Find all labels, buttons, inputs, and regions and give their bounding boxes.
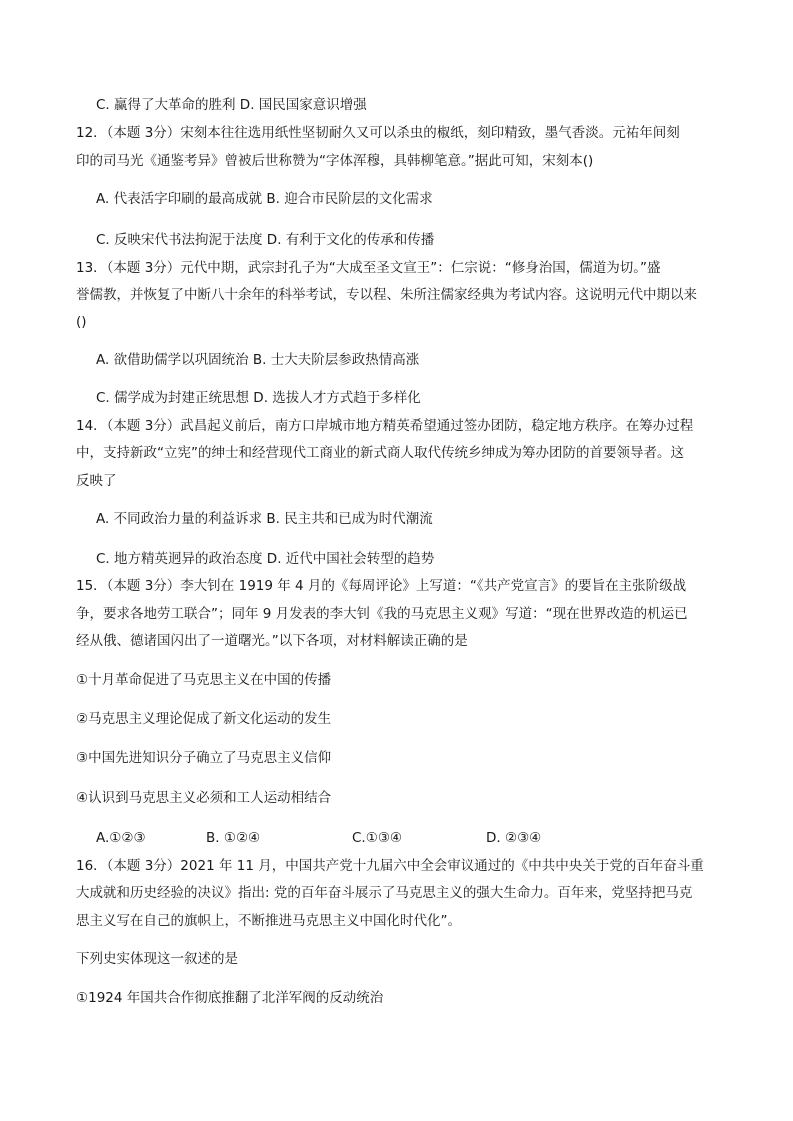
q16-item-1: ①1924 年国共合作彻底推翻了北洋军阀的反动统治 [76,990,384,1006]
q15-stem-line-1: 15．（本题 3分）李大钊在 1919 年 4 月的《每周评论》上写道：“《共产党宣言》的要旨在主张阶级战 [76,578,687,594]
q15-stem-line-3: 经从俄、德诸国闪出了一道曙光。”以下各项，对材料解读正确的是 [76,633,468,649]
q15-option-c: C.①③④ [352,830,403,846]
q12-stem-line-2: 印的司马光《通鉴考异》曾被后世称赞为“字体浑穆，具韩柳笔意。”据此可知，宋刻本() [76,153,594,169]
q16-stem-line-3: 思主义写在自己的旗帜上，不断推进马克思主义中国化时代化”。 [76,913,461,929]
q11-options-cd: C. 赢得了大革命的胜利 D. 国民国家意识增强 [96,97,367,113]
q12-options-ab: A. 代表活字印刷的最高成就 B. 迎合市民阶层的文化需求 [96,191,433,207]
q14-stem-line-2: 中，支持新政“立宪”的绅士和经营现代工商业的新式商人取代传统乡绅成为筹办团防的首要领导者。这 [76,445,684,461]
q14-options-ab: A. 不同政治力量的利益诉求 B. 民主共和已成为时代潮流 [96,511,433,527]
q13-stem-line-1: 13．（本题 3分）元代中期，武宗封孔子为“大成至圣文宣王”：仁宗说：“修身治国，儒道为切。”盛 [76,260,661,276]
q15-option-a: A.①②③ [96,830,146,846]
q15-option-d: D. ②③④ [486,830,542,846]
q15-item-1: ①十月革命促进了马克思主义在中国的传播 [76,672,332,688]
q15-item-4: ④认识到马克思主义必须和工人运动相结合 [76,790,332,806]
q14-stem-line-1: 14．（本题 3分）武昌起义前后，南方口岸城市地方精英希望通过签办团防，稳定地方秩序。在筹办过程 [76,418,694,434]
q15-item-2: ②马克思主义理论促成了新文化运动的发生 [76,711,332,727]
q15-item-3: ③中国先进知识分子确立了马克思主义信仰 [76,750,332,766]
q13-stem-line-2: 誉儒教，并恢复了中断八十余年的科举考试，专以程、朱所注儒家经典为考试内容。这说明元代中期以来 [76,287,697,303]
q16-prompt: 下列史实体现这一叙述的是 [76,951,238,967]
q16-stem-line-2: 大成就和历史经验的决议》指出: 党的百年奋斗展示了马克思主义的强大生命力。百年来，党坚持把马克 [76,885,693,901]
q13-stem-line-3: () [76,314,87,330]
q13-options-cd: C. 儒学成为封建正统思想 D. 选拔人才方式趋于多样化 [96,390,421,406]
q15-stem-line-2: 争，要求各地劳工联合”；同年 9 月发表的李大钊《我的马克思主义观》写道：“现在世界改造的机运已 [76,606,688,622]
q16-stem-line-1: 16．（本题 3分）2021 年 11 月，中国共产党十九届六中全会审议通过的《中共中央关于党的百年奋斗重 [76,858,704,874]
q14-stem-line-3: 反映了 [76,473,117,489]
q14-options-cd: C. 地方精英迥异的政治态度 D. 近代中国社会转型的趋势 [96,551,435,567]
q15-option-b: B. ①②④ [206,830,261,846]
q13-options-ab: A. 欲借助儒学以巩固统治 B. 士大夫阶层参政热情高涨 [96,352,420,368]
q12-stem-line-1: 12．（本题 3分）宋刻本往往选用纸性坚韧耐久又可以杀虫的椒纸，刻印精致，墨气香淡。元祐年间刻 [76,125,680,141]
q12-options-cd: C. 反映宋代书法拘泥于法度 D. 有利于文化的传承和传播 [96,232,435,248]
